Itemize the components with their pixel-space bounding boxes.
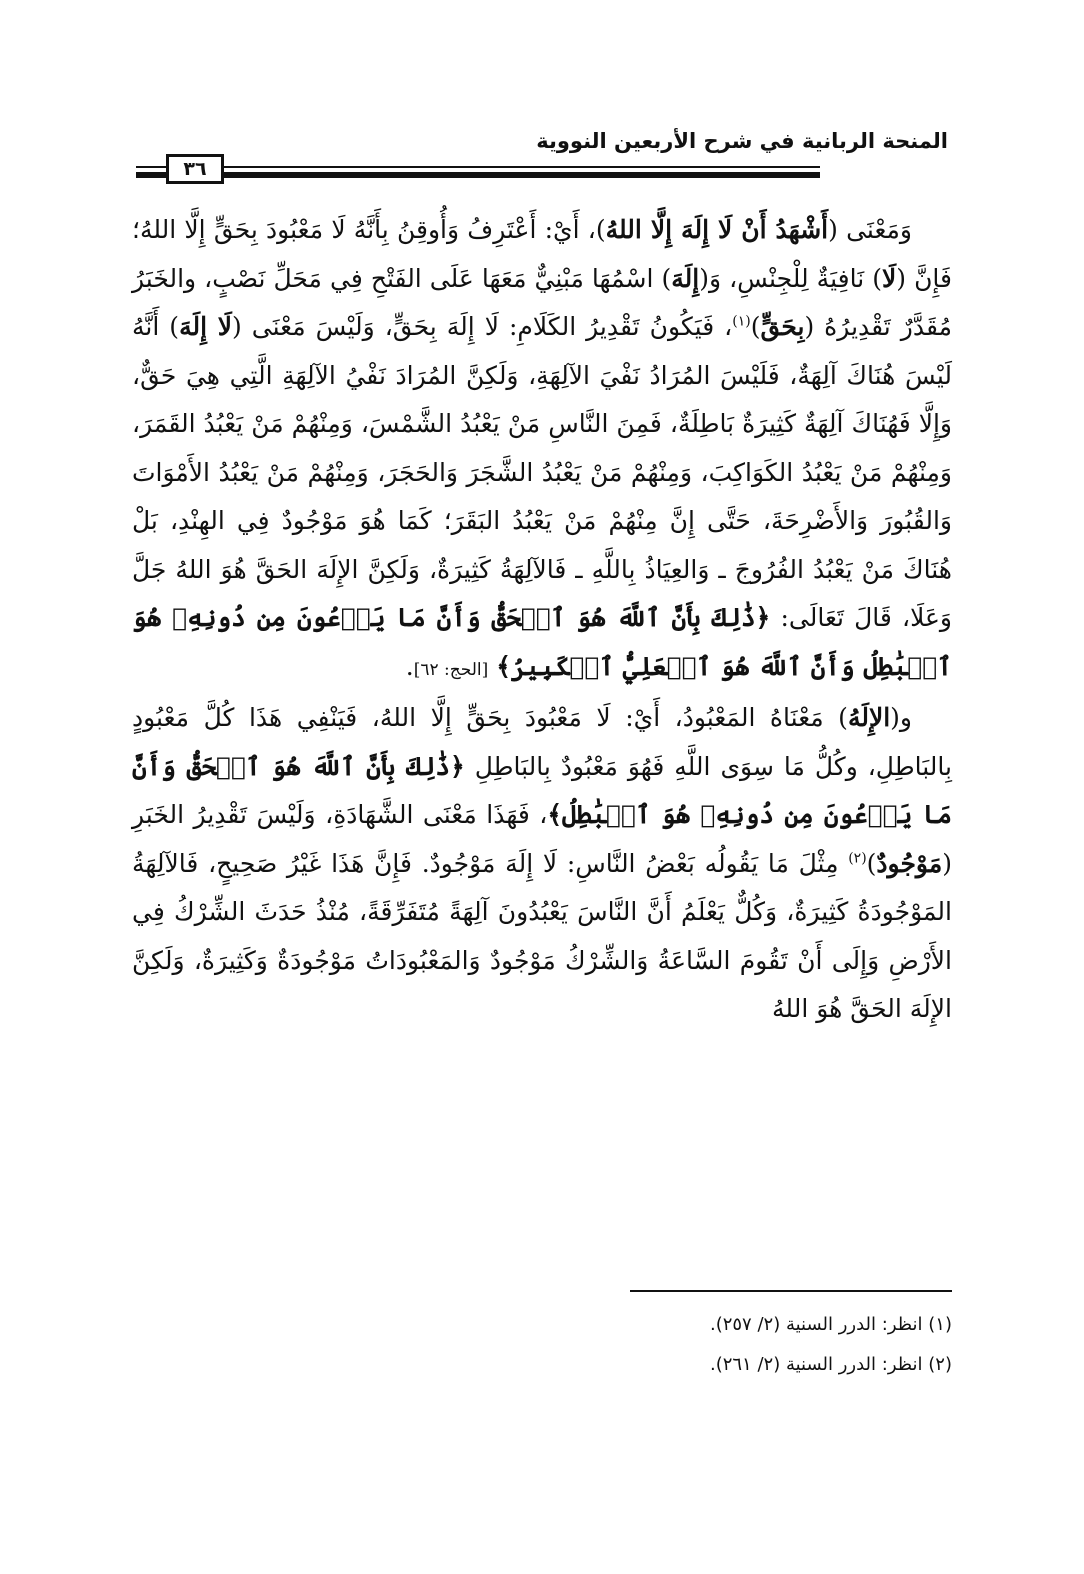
text-run: ) مَعْنَاهُ المَعْبُودُ، أَيْ: لَا مَعْبُودَ بِحَقٍّ إِلَّا اللهُ، فَيَنْفِي هَذَا كُلَّ مَعْبُودٍ بِالبَاطِلِ، وكُلُّ مَا سِوَى اللَّهِ فَهُوَ مَعْبُودٌ بِالبَاطِلِ (132, 703, 952, 781)
keyword-la: لَا (881, 263, 897, 293)
paragraph-ilah-meaning (132, 694, 952, 1034)
text-run: وَمَعْنَى ( (828, 215, 912, 244)
text-run: مِثْلَ مَا يَقُولُه بَعْضُ النَّاسِ: لَا إِلَهَ مَوْجُودٌ. فَإِنَّ هَذَا غَيْرُ صَحِيحٍ، فَالآلِهَةُ المَوْجُودَةُ كَثِيرَةٌ، وَكُلٌّ يَعْلَمُ أَنَّ النَّاسَ يَعْبُدُونَ آلِهَةً مُتَفَرِّقَةً، مُنْذُ حَدَثَ الشِّرْكُ فِي الأَرْضِ وَإِلَى أَنْ تَقُومَ السَّاعَةُ وَالشِّرْكُ مَوْجُودٌ وَالمَعْبُودَاتُ مَوْجُودَةٌ وَكَثِيرَةٌ، وَلَكِنَّ الإِلَهَ الحَقَّ هُوَ اللهُ (132, 848, 952, 1023)
text-run: ، فَهَذَا مَعْنَى الشَّهَادَةِ، وَلَيْسَ تَقْدِيرُ الخَبَرِ ( (132, 800, 952, 878)
header-rule-left-thin (136, 166, 162, 168)
keyword-ilah: إِلَهَ (671, 263, 700, 293)
quran-verse-excerpt: ذَٰلِكَ بِأَنَّ ٱللَّهَ هُوَ ٱلۡحَقُّ وَأَنَّ مَا يَدۡعُونَ مِن دُونِهِۦ هُوَ ٱلۡبَٰطِلُ (132, 751, 952, 829)
text-run: ) نَافِيَةٌ لِلْجِنْسِ، وَ( (699, 263, 882, 293)
verse-reference: [الحج: ٦٢] (413, 659, 489, 680)
footnote-separator (630, 1290, 952, 1292)
page-header (136, 126, 948, 188)
keyword-al-ilah: الإِلَهُ (847, 703, 891, 732)
text-run: و( (890, 703, 912, 732)
header-rule-left-thick (136, 172, 162, 178)
header-rule-thin (136, 166, 820, 168)
text-run: . (405, 651, 414, 681)
book-title: المنحة الربانية في شرح الأربعين النووية (536, 129, 948, 153)
text-run: ) (866, 848, 877, 878)
footnote-2: (٢) انظر: الدرر السنية (٢/ ٢٦١). (709, 1354, 952, 1375)
quran-close-bracket: ﴾ (547, 800, 563, 829)
footnote-1: (١) انظر: الدرر السنية (٢/ ٢٥٧). (709, 1314, 952, 1335)
footnote-ref-1[interactable]: (١) (732, 313, 751, 330)
keyword-mawjud: مَوْجُودٌ (876, 848, 943, 878)
main-text (132, 206, 952, 1034)
footnotes (132, 1305, 952, 1385)
text-run: )، أَيْ: أَعْتَرِفُ وَأُوقِنُ بِأَنَّهُ لَا مَعْبُودَ بِحَقٍّ إِلَّا اللهُ؛ فَإِنَّ ( (132, 215, 952, 293)
keyword-shahada: أَشْهَدُ أَنْ لَا إِلَهَ إِلَّا اللهُ (605, 215, 829, 244)
header-rule-thick (136, 172, 820, 178)
text-run: ) (750, 312, 761, 341)
keyword-bihaqq: بِحَقٍّ (760, 312, 805, 341)
footnote-ref-2[interactable]: (٢) (848, 850, 867, 867)
page-number: ٣٦ (166, 154, 224, 184)
quran-open-bracket: ﴿ (755, 603, 771, 632)
text-run: ) أَنَّهُ لَيْسَ هُنَاكَ آلِهَةٌ، فَلَيْسَ المُرَادُ نَفْيَ الآلِهَةِ، وَلَكِنَّ المُرَادَ نَفْيُ الآلِهَةِ الَّتِي هِيَ حَقٌّ، وَإِلَّا فَهُنَاكَ آلِهَةٌ كَثِيرَةٌ بَاطِلَةٌ، فَمِنَ النَّاسِ مَنْ يَعْبُدُ الشَّمْسَ، وَمِنْهُمْ مَنْ يَعْبُدُ القَمَرَ، وَمِنْهُمْ مَنْ يَعْبُدُ الكَوَاكِبَ، وَمِنْهُمْ مَنْ يَعْبُدُ الشَّجَرَ وَالحَجَرَ، وَمِنْهُمْ مَنْ يَعْبُدُ الأَمْوَاتَ وَالقُبُورَ وَالأَضْرِحَةَ، حَتَّى إِنَّ مِنْهُمْ مَنْ يَعْبُدُ البَقَرَ؛ كَمَا هُوَ مَوْجُودٌ فِي الهِنْدِ، بَلْ هُنَاكَ مَنْ يَعْبُدُ الفُرُوجَ ـ وَالعِيَاذُ بِاللَّهِ ـ فَالآلِهَةُ كَثِيرَةٌ، وَلَكِنَّ الإِلَهَ الحَقَّ هُوَ اللهُ جَلَّ وَعَلَا، قَالَ تَعَالَى: (132, 312, 952, 632)
paragraph-shahada-meaning (132, 206, 952, 694)
quran-close-bracket: ﴾ (496, 651, 511, 681)
quran-open-bracket: ﴿ (450, 751, 465, 781)
quran-verse-hajj-62: ذَٰلِكَ بِأَنَّ ٱللَّهَ هُوَ ٱلۡحَقُّ وَأَنَّ مَا يَدۡعُونَ مِن دُونِهِۦ هُوَ ٱلۡبَٰطِلُ وَأَنَّ ٱللَّهَ هُوَ ٱلۡعَلِيُّ ٱلۡكَبِيرُ (132, 603, 952, 681)
text-run: ، فَيَكُونُ تَقْدِيرُ الكَلَامِ: لَا إِلَهَ بِحَقٍّ، وَلَيْسَ مَعْنَى ( (232, 312, 733, 341)
keyword-la-ilah: لَا إِلَهَ (179, 312, 233, 341)
text-run: ) اسْمُهَا مَبْنِيٌّ مَعَهَا عَلَى الفَتْحِ فِي مَحَلِّ نَصْبٍ، والخَبَرُ مُقَدَّرٌ تَقْدِيرُهُ ( (132, 263, 952, 341)
